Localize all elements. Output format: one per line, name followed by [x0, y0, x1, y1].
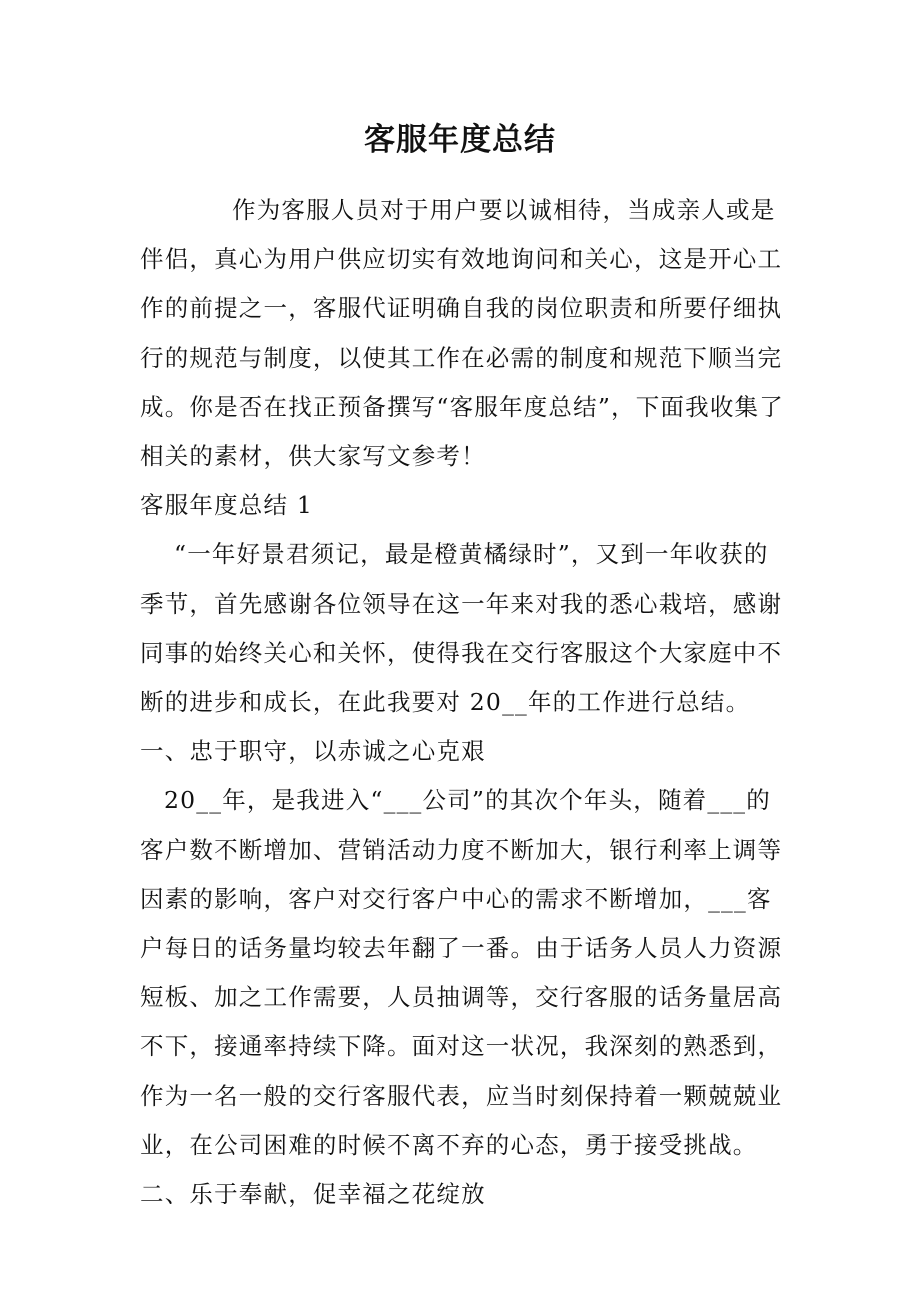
loyalty-paragraph: 20__年，是我进入“___公司”的其次个年头，随着___的客户数不断增加、营销活动力度不断加大，银行利率上调等因素的影响，客户对交行客户中心的需求不断增加，___客户每日的话务量均较去年翻了一番。由于话务人员人力资源短板、加之工作需要，人员抽调等，交行客服的话务量居高不下，接通率持续下降。面对这一状况，我深刻的熟悉到，作为一名一般的交行客服代表，应当时刻保持着一颗兢兢业业，在公司困难的时候不离不弃的心态，勇于接受挑战。	[140, 786, 783, 1159]
document-body	[140, 186, 790, 1219]
document-title: 客服年度总结	[364, 122, 556, 158]
section-heading-loyalty: 一、忠于职守，以赤诚之心克艰	[140, 737, 486, 766]
intro-paragraph: 作为客服人员对于用户要以诚相待，当成亲人或是伴侣，真心为用户供应切实有效地询问和关心，这是开心工作的前提之一，客服代证明确自我的岗位职责和所要仔细执行的规范与制度，以使其工作在必需的制度和规范下顺当完成。你是否在找正预备撰写“客服年度总结”，下面我收集了相关的素材，供大家写文参考！	[140, 196, 784, 471]
section-heading-summary-1: 客服年度总结 1	[140, 491, 314, 520]
section-heading-dedication: 二、乐于奉献，促幸福之花绽放	[140, 1180, 486, 1209]
summary-opening-paragraph: “一年好景君须记，最是橙黄橘绿时”，又到一年收获的季节，首先感谢各位领导在这一年来对我的悉心栽培，感谢同事的始终关心和关怀，使得我在交行客服这个大家庭中不断的进步和成长，在此我要对 20__年的工作进行总结。	[140, 540, 783, 717]
